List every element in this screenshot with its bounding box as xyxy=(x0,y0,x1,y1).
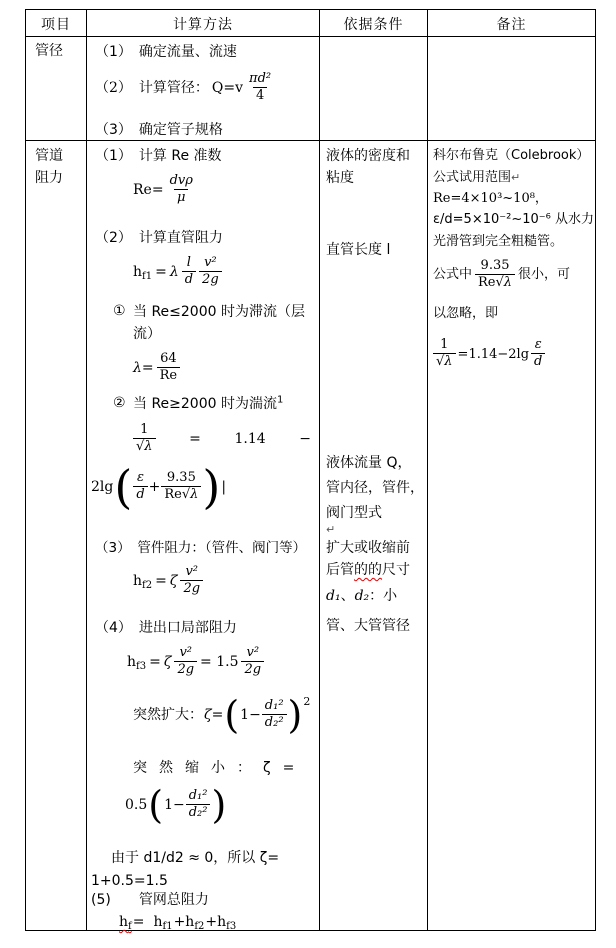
header-condition-label: 依据条件 xyxy=(343,17,404,33)
condition-size xyxy=(326,537,416,581)
radicand: λ xyxy=(190,487,199,503)
d2-symbol: d₂ xyxy=(354,588,370,604)
fraction-v2-2g xyxy=(180,565,203,597)
fraction-denominator: 2g xyxy=(180,580,203,597)
row2-item-cell xyxy=(26,141,87,930)
fraction-numerator: ε xyxy=(136,470,144,486)
case2-text xyxy=(133,393,283,415)
formula-prefix: 公式中 xyxy=(433,267,473,282)
fraction-denominator: d xyxy=(531,353,545,370)
formula-reynolds xyxy=(133,167,196,213)
lambda-lhs: λ= xyxy=(133,360,154,376)
case2-footnote: 1 xyxy=(276,394,284,406)
remark-re-range: Re=4×10³~10⁸， xyxy=(433,191,548,206)
fraction-denominator: d xyxy=(133,486,147,503)
fraction-numerator: 9.35 xyxy=(480,258,510,274)
formula-total-resistance xyxy=(119,911,236,933)
right-paren: ) xyxy=(287,692,303,737)
sqrt-lambda xyxy=(182,487,199,503)
fraction-numerator: 64 xyxy=(160,351,177,367)
remark-eps-range: ε/d=5×10⁻²~10⁻⁶ 从水力 xyxy=(433,212,594,227)
fraction-numerator: v² xyxy=(246,645,260,661)
right-paren: ) xyxy=(202,459,221,514)
fraction-denominator: Re xyxy=(157,367,180,384)
sqrt-lambda xyxy=(436,354,453,370)
fraction-935-resqrt xyxy=(475,259,515,291)
hf2-h: h xyxy=(133,573,143,589)
hf3-subscript: f3 xyxy=(136,661,147,672)
row2-method-cell xyxy=(87,141,320,930)
hf1-h: h xyxy=(133,264,143,280)
left-paren: ( xyxy=(114,459,133,514)
fraction-numerator: d₁² xyxy=(188,788,208,804)
scope-text: 公式试用范围 xyxy=(433,170,512,185)
hf2-term xyxy=(174,914,205,930)
header-remark-label: 备注 xyxy=(496,17,527,33)
size-text-a: 扩大或收缩前后管 xyxy=(326,540,410,578)
zeta-equals: ζ= xyxy=(204,707,224,723)
fraction-numerator: v² xyxy=(204,255,217,271)
remark-smooth-rough: 光滑管到完全粗糙管。 xyxy=(433,234,564,249)
small-text: 很小，可 xyxy=(518,267,571,282)
hf1-lambda: λ xyxy=(169,264,179,280)
step1-re: （1） 计算 Re 准数 xyxy=(95,148,222,164)
fraction-denominator: 2g xyxy=(241,661,264,678)
size-text-b: 尺寸 xyxy=(382,562,410,578)
formula-colebrook-rhs xyxy=(91,459,226,515)
one-minus: 1− xyxy=(164,797,185,813)
re-text: Re xyxy=(164,487,182,503)
log-prefix: 2lg xyxy=(91,479,114,495)
fraction-denominator: d₂² xyxy=(186,804,211,821)
row1-step3: （3） 确定管子规格 xyxy=(95,122,223,138)
row2-item-line1: 管道 xyxy=(35,148,63,164)
calculation-table xyxy=(25,9,596,931)
formula-sudden-contraction xyxy=(125,779,226,831)
fraction-denominator: d xyxy=(182,271,196,288)
radical-sign: √ xyxy=(136,439,145,455)
fraction-denominator: μ xyxy=(174,189,188,206)
case1-marker: ① xyxy=(113,303,126,319)
row1-step2-formula xyxy=(95,65,274,111)
row1-item-cell xyxy=(26,37,87,141)
because-line: 由于 d1/d2 ≈ 0，所以 ζ= xyxy=(111,850,280,866)
fraction-numerator: dvρ xyxy=(169,173,193,189)
formula-colebrook-lhs xyxy=(133,417,311,461)
header-method-label: 计算方法 xyxy=(173,17,233,33)
result-line: 1+0.5=1.5 xyxy=(91,873,168,889)
equals-sign: = xyxy=(132,914,145,930)
expansion-label: 突然扩大： xyxy=(133,707,203,723)
radicand: λ xyxy=(503,275,513,291)
formula-hf3 xyxy=(127,639,264,685)
equation-middle: =1.14−2lg xyxy=(457,346,530,362)
zeta: ζ xyxy=(163,654,172,670)
size-text-misspelled: 的的 xyxy=(354,562,382,578)
row2-condition-cell xyxy=(320,141,428,930)
hf3-h: h xyxy=(127,654,137,670)
remark-small-term xyxy=(433,253,570,297)
left-paren: ( xyxy=(224,692,240,737)
row1-step2-label: （2） 计算管径： xyxy=(95,80,209,96)
fraction-denominator: 2g xyxy=(174,661,197,678)
row2-item-line2: 阻力 xyxy=(35,170,63,186)
hf-h: h xyxy=(119,914,129,930)
term-subscript: f1 xyxy=(162,921,173,932)
fraction-d12-d22 xyxy=(186,789,211,821)
equals-15: = 1.5 xyxy=(200,654,239,670)
fraction-numerator: 1 xyxy=(440,337,449,353)
fraction-l-d xyxy=(182,256,196,288)
fraction-numerator: d₁² xyxy=(264,698,284,714)
term-h: +h xyxy=(205,914,227,930)
hf1-subscript: f1 xyxy=(142,271,153,282)
header-condition xyxy=(320,10,428,37)
remark-scope xyxy=(433,167,520,188)
fraction-dvrho-mu xyxy=(167,174,196,206)
sqrt-lambda xyxy=(496,275,513,291)
separator: 、 xyxy=(340,588,355,604)
row1-remark-cell xyxy=(428,37,595,141)
row1-method-cell xyxy=(87,37,320,141)
cursor-bar: | xyxy=(221,479,227,495)
condition-flow: 液体流量 Q，管内径，管件，阀门型式 xyxy=(326,455,424,521)
plus-sign: + xyxy=(148,479,161,495)
fraction-d12-d22 xyxy=(262,699,287,731)
fraction-64-re xyxy=(157,352,180,384)
fraction-denominator xyxy=(161,486,201,503)
fraction-1-sqrtlambda xyxy=(133,423,156,455)
right-paren: ) xyxy=(211,782,227,827)
radicand: λ xyxy=(144,439,153,455)
hf1-symbol xyxy=(133,264,152,280)
radical-sign: √ xyxy=(495,275,504,291)
step3-fittings: （3） 管件阻力：（管件、阀门等） xyxy=(95,540,307,556)
term-subscript: f3 xyxy=(226,921,237,932)
fraction-v2-2g xyxy=(199,256,222,288)
case2-label: 当 Re≥2000 时为湍流 xyxy=(133,396,277,412)
formula-sudden-expansion xyxy=(133,689,310,741)
fraction-v2-2g xyxy=(241,646,264,678)
hf2-symbol xyxy=(133,573,152,589)
formula-q-lhs: Q=v xyxy=(211,80,244,96)
term-h: h xyxy=(153,914,163,930)
fraction-denominator: d₂² xyxy=(262,714,287,731)
condition-density: 液体的密度和粘度 xyxy=(326,148,410,186)
row1-condition-cell xyxy=(320,37,428,141)
fraction-eps-d xyxy=(133,471,147,503)
re-lhs: Re= xyxy=(133,182,164,198)
zeta: ζ xyxy=(169,573,178,589)
re-text: Re xyxy=(478,275,496,291)
formula-hf2 xyxy=(133,559,203,603)
row1-item-label: 管径 xyxy=(35,43,63,59)
hf2-subscript: f2 xyxy=(142,580,153,591)
sqrt-lambda xyxy=(136,439,153,455)
hf1-term xyxy=(153,914,172,930)
hf-subscript: f xyxy=(128,921,132,932)
fraction-1-sqrtlambda xyxy=(433,338,456,370)
one-minus: 1− xyxy=(240,707,261,723)
case1-text: 当 Re≤2000 时为滞流（层流） xyxy=(133,304,305,342)
fraction-numerator: πd² xyxy=(249,71,272,87)
fraction-numerator: ε xyxy=(534,337,542,353)
minus-sign: − xyxy=(299,431,311,447)
equals-sign: = xyxy=(149,654,161,670)
step4-local: （4） 进出口局部阻力 xyxy=(95,620,237,636)
condition-length: 直管长度 l xyxy=(326,242,391,258)
header-remark xyxy=(428,10,595,37)
fraction-denominator xyxy=(475,274,515,291)
formula-hf1 xyxy=(133,249,222,295)
step5-total: (5) 管网总阻力 xyxy=(91,892,209,908)
term-subscript: f2 xyxy=(194,921,205,932)
fraction-v2-2g xyxy=(174,646,197,678)
fraction-numerator: v² xyxy=(179,645,193,661)
remark-simplified-formula xyxy=(433,331,545,377)
header-item-label: 项目 xyxy=(41,17,71,33)
row2-remark-cell xyxy=(428,141,595,930)
hf3-term xyxy=(205,914,236,930)
remark-colebrook-name: 科尔布鲁克（Colebrook） xyxy=(433,148,590,163)
d1-symbol: d₁ xyxy=(326,588,341,604)
step2-straight-pipe: （2） 计算直管阻力 xyxy=(95,230,223,246)
header-item xyxy=(26,10,87,37)
fraction-denominator xyxy=(433,353,456,370)
paragraph-mark: ↵ xyxy=(326,523,336,536)
left-paren: ( xyxy=(148,782,164,827)
value-114: 1.14 xyxy=(234,431,266,447)
formula-lambda-64 xyxy=(133,347,180,389)
row1-step1: （1） 确定流量、流速 xyxy=(95,44,237,60)
fraction-numerator: 1 xyxy=(140,422,149,438)
fraction-eps-d xyxy=(531,338,545,370)
hf3-symbol xyxy=(127,654,146,670)
remark-ignore: 以忽略，即 xyxy=(433,306,499,321)
hf1-equals: = xyxy=(155,264,167,280)
sudden-contraction-label: 突然缩小：ζ= xyxy=(133,760,307,776)
condition-diameters xyxy=(326,581,424,641)
fraction-pid2-4 xyxy=(246,72,274,104)
radicand: λ xyxy=(444,354,453,370)
case2-marker: ② xyxy=(113,395,126,411)
paragraph-mark: ↵ xyxy=(511,171,521,184)
fraction-numerator: l xyxy=(186,255,191,271)
fraction-935-resqrt xyxy=(161,471,201,503)
outer-square: 2 xyxy=(303,694,311,708)
radical-sign: √ xyxy=(436,354,445,370)
fraction-denominator: 4 xyxy=(253,87,267,104)
diameters-text: ：小管、大管管径 xyxy=(326,588,410,634)
header-method xyxy=(87,10,320,37)
equals-sign: = xyxy=(155,573,167,589)
fraction-numerator: v² xyxy=(185,564,199,580)
coefficient-05: 0.5 xyxy=(125,797,148,813)
term-h: +h xyxy=(173,914,195,930)
fraction-numerator: 9.35 xyxy=(166,470,196,486)
fraction-denominator xyxy=(133,438,156,455)
hf-symbol-misspelled xyxy=(119,914,132,930)
fraction-denominator: 2g xyxy=(199,271,222,288)
radical-sign: √ xyxy=(181,487,191,503)
equals-sign: = xyxy=(189,431,201,447)
